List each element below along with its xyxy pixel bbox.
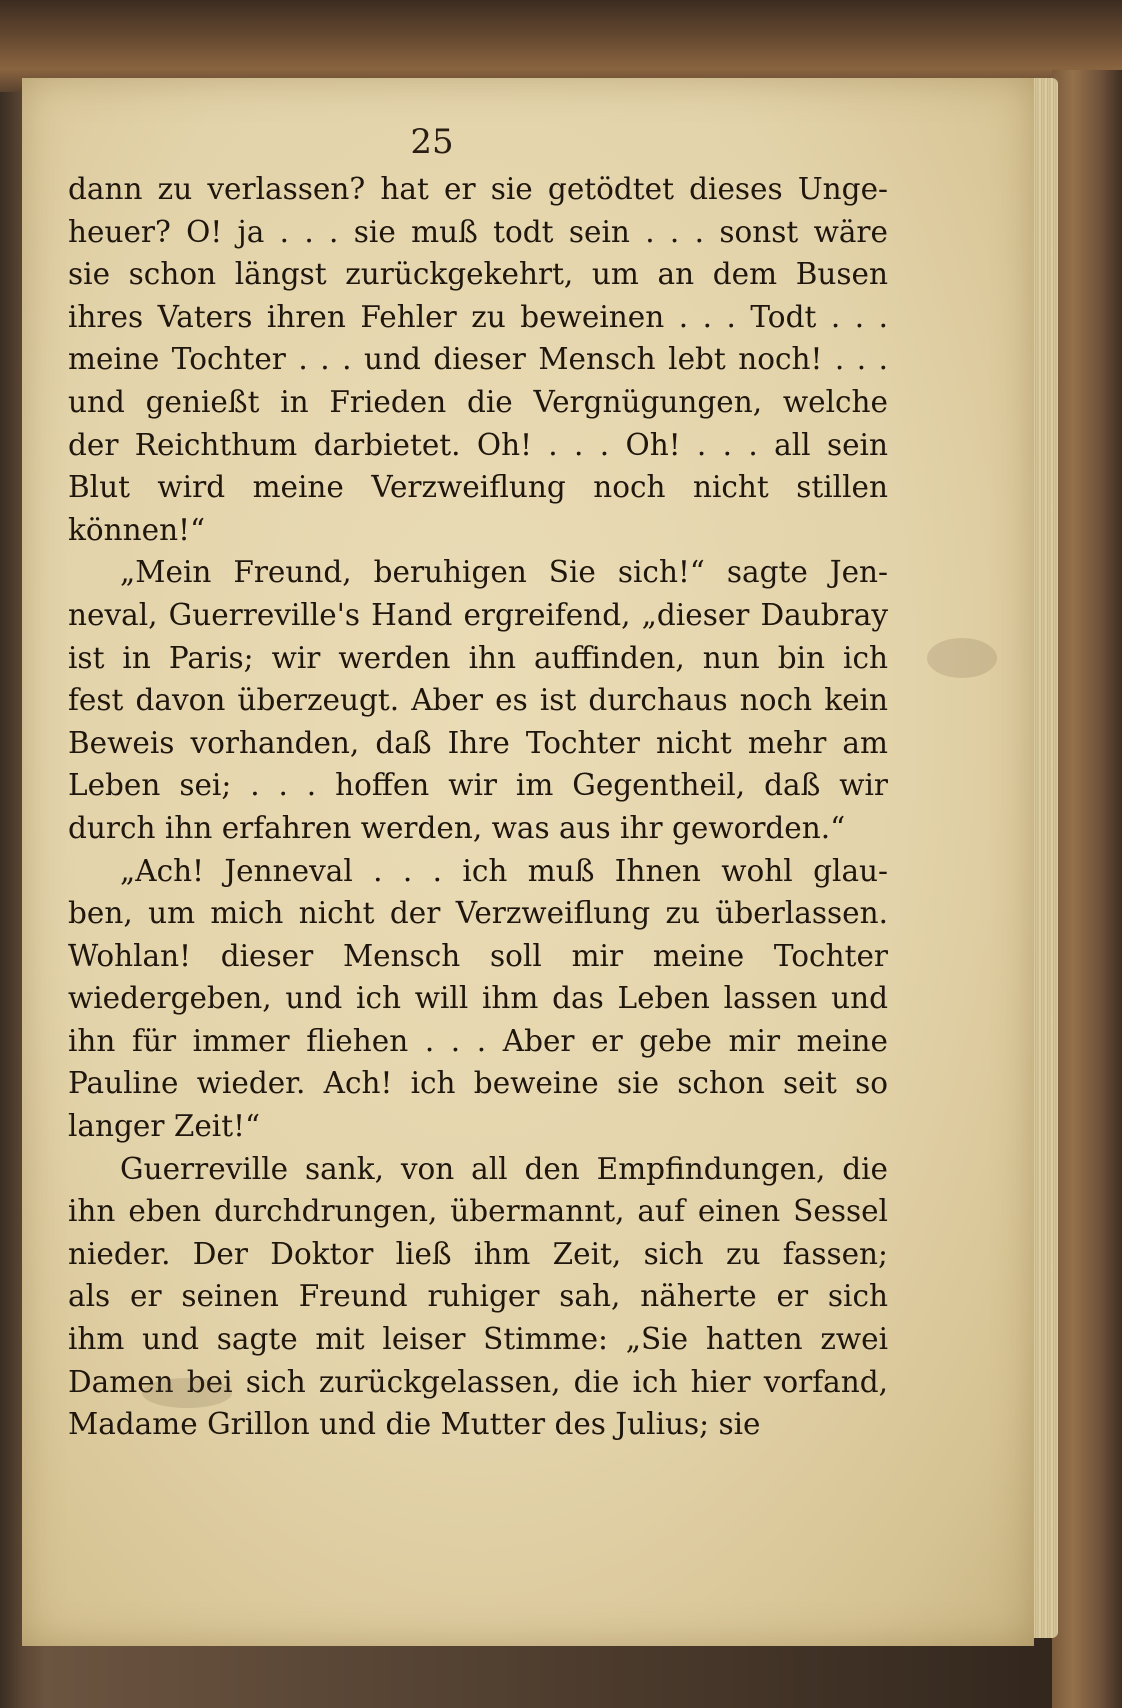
text-line: „Ach! Jenneval . . . ich muß Ihnen wohl glau- (120, 853, 888, 888)
text-line: Leben sei; . . . hoffen wir im Gegentheil, daß wir (68, 768, 888, 803)
text-line: „Mein Freund, beruhigen Sie sich!“ sagte Jen- (120, 555, 888, 590)
text-line: Guerreville sank, von all den Empfindungen, die (120, 1151, 888, 1186)
text-line: langer Zeit!“ (68, 1109, 261, 1144)
page-number: 25 (410, 122, 454, 162)
page-edges (1030, 78, 1058, 1638)
text-line: Wohlan! dieser Mensch soll mir meine Tochter (68, 938, 888, 973)
text-line: können!“ (68, 512, 206, 547)
text-line: meine Tochter . . . und dieser Mensch lebt noch! . . . (68, 342, 888, 377)
cover-board-right (1052, 70, 1122, 1708)
text-line: ben, um mich nicht der Verzweiflung zu überlassen. (68, 896, 888, 931)
text-line: Blut wird meine Verzweiflung noch nicht stillen (68, 470, 888, 505)
text-line: Madame Grillon und die Mutter des Julius; sie (68, 1407, 761, 1442)
text-line: ist in Paris; wir werden ihn auffinden, nun bin ich (68, 640, 888, 675)
text-line: der Reichthum darbietet. Oh! . . . Oh! . . . all sein (68, 427, 888, 462)
text-line: ihn für immer fliehen . . . Aber er gebe mir meine (68, 1023, 888, 1058)
text-line: neval, Guerreville's Hand ergreifend, „dieser Daubray (68, 597, 888, 632)
text-line: wiedergeben, und ich will ihm das Leben lassen und (68, 981, 888, 1016)
text-line: als er seinen Freund ruhiger sah, näherte er sich (68, 1279, 888, 1314)
text-line: und genießt in Frieden die Vergnügungen, welche (68, 384, 888, 419)
text-line: nieder. Der Doktor ließ ihm Zeit, sich zu fassen; (68, 1236, 888, 1271)
text-line: Damen bei sich zurückgelassen, die ich hier vorfand, (68, 1364, 888, 1399)
text-line: heuer? O! ja . . . sie muß todt sein . . . sonst wäre (68, 214, 888, 249)
text-line: sie schon längst zurückgekehrt, um an dem Busen (68, 257, 888, 292)
text-line: durch ihn erfahren werden, was aus ihr geworden.“ (68, 810, 846, 845)
text-line: ihm und sagte mit leiser Stimme: „Sie hatten zwei (68, 1322, 888, 1357)
text-line: fest davon überzeugt. Aber es ist durchaus noch kein (68, 683, 888, 718)
text-line: Pauline wieder. Ach! ich beweine sie schon seit so (68, 1066, 888, 1101)
text-line: dann zu verlassen? hat er sie getödtet dieses Unge- (68, 172, 888, 206)
body-text (68, 168, 888, 1446)
text-line: ihres Vaters ihren Fehler zu beweinen . . . Todt . . . (68, 299, 888, 334)
book-page (22, 78, 1034, 1646)
paper-stain (927, 638, 997, 678)
text-line: ihn eben durchdrungen, übermannt, auf einen Sessel (68, 1194, 888, 1229)
text-line: Beweis vorhanden, daß Ihre Tochter nicht mehr am (68, 725, 888, 760)
paper-stain (142, 1378, 232, 1408)
